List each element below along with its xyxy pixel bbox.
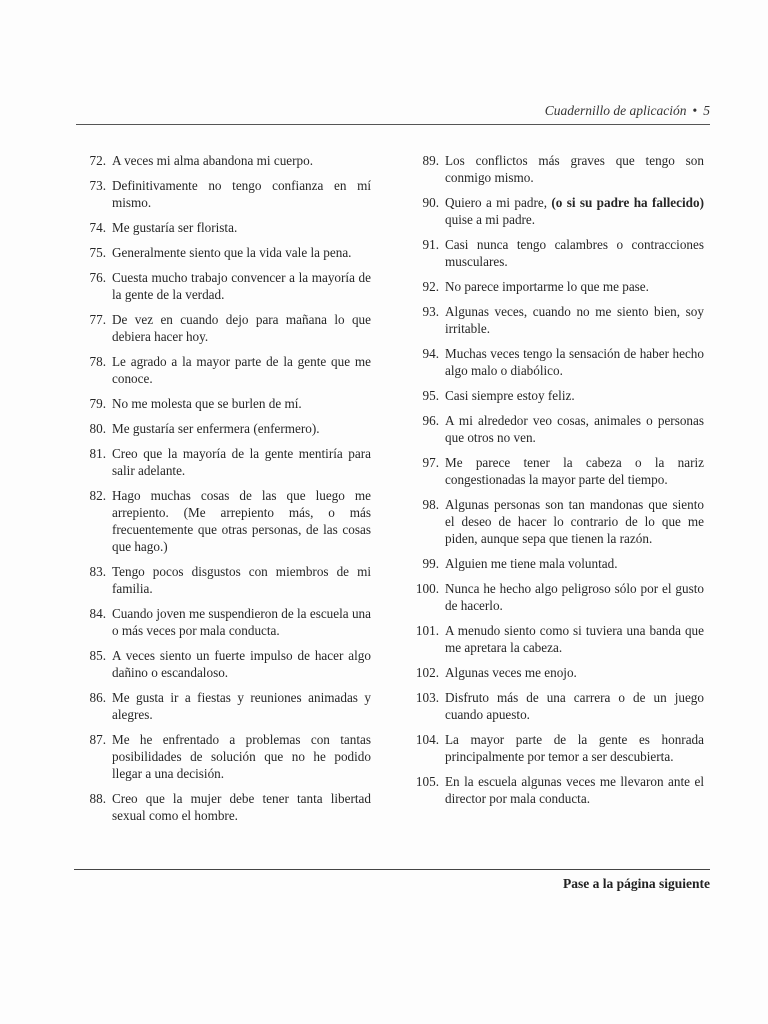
question-item (78, 563, 371, 597)
question-number: 96. (422, 413, 439, 428)
question-item (411, 454, 704, 488)
question-number: 85. (89, 648, 106, 663)
question-item (411, 345, 704, 379)
question-item (411, 689, 704, 723)
question-item (411, 773, 704, 807)
question-number: 86. (89, 690, 106, 705)
question-text: A veces mi alma abandona mi cuerpo. (112, 153, 314, 168)
question-item (78, 177, 371, 211)
question-number: 92. (422, 279, 439, 294)
question-item (411, 236, 704, 270)
question-number: 91. (422, 237, 439, 252)
question-number: 104. (415, 732, 439, 747)
question-item (78, 353, 371, 387)
question-text: La mayor parte de la gente es honrada principalmente por temor a ser descubierta. (445, 732, 704, 764)
page-number: 5 (703, 103, 710, 118)
question-number: 82. (89, 488, 106, 503)
question-item (411, 152, 704, 186)
question-text: Nunca he hecho algo peligroso sólo por el gusto de hacerlo. (445, 581, 704, 613)
question-text: De vez en cuando dejo para mañana lo que debiera hacer hoy. (112, 312, 371, 344)
question-number: 74. (89, 220, 106, 235)
question-number: 84. (89, 606, 106, 621)
question-item (78, 244, 371, 261)
question-number: 81. (89, 446, 106, 461)
question-text: Algunas personas son tan mandonas que siento el deseo de hacer lo contrario de lo que me piden, aunque sepa que tienen la razón. (445, 497, 704, 546)
question-item (78, 689, 371, 723)
question-text: Hago muchas cosas de las que luego me arrepiento. (Me arrepiento más, o más frecuentemente que otras personas, de las cosas que hago.) (112, 488, 371, 554)
question-text: Definitivamente no tengo confianza en mí mismo. (112, 178, 371, 210)
footer-divider (74, 869, 710, 870)
question-number: 93. (422, 304, 439, 319)
question-number: 75. (89, 245, 106, 260)
question-item (411, 731, 704, 765)
question-number: 79. (89, 396, 106, 411)
question-number: 102. (415, 665, 439, 680)
question-number: 100. (415, 581, 439, 596)
question-item (411, 555, 704, 572)
question-text: Le agrado a la mayor parte de la gente que me conoce. (112, 354, 371, 386)
question-number: 101. (415, 623, 439, 638)
question-text: Me he enfrentado a problemas con tantas posibilidades de solución que no he podido llegar a una decisión. (112, 732, 371, 781)
question-text: Cuesta mucho trabajo convencer a la mayoría de la gente de la verdad. (112, 270, 371, 302)
question-number: 77. (89, 312, 106, 327)
question-number: 94. (422, 346, 439, 361)
question-number: 89. (422, 153, 439, 168)
question-item (411, 278, 704, 295)
question-item (78, 605, 371, 639)
question-text: Muchas veces tengo la sensación de haber hecho algo malo o diabólico. (445, 346, 704, 378)
left-column (78, 152, 371, 832)
question-item (411, 622, 704, 656)
question-item (78, 219, 371, 236)
question-number: 76. (89, 270, 106, 285)
question-number: 83. (89, 564, 106, 579)
question-item (78, 395, 371, 412)
question-text (445, 194, 704, 228)
question-text: Algunas veces me enojo. (445, 665, 577, 680)
question-text: Me parece tener la cabeza o la nariz congestionadas la mayor parte del tiempo. (445, 455, 704, 487)
question-number: 103. (415, 690, 439, 705)
question-text: En la escuela algunas veces me llevaron ante el director por mala conducta. (445, 774, 704, 806)
section-title: Cuadernillo de aplicación (544, 103, 687, 118)
question-item (78, 269, 371, 303)
question-text: No parece importarme lo que me pase. (445, 279, 649, 294)
question-item (411, 194, 704, 228)
question-text: Cuando joven me suspendieron de la escuela una o más veces por mala conducta. (112, 606, 371, 638)
question-item (78, 311, 371, 345)
question-item (78, 487, 371, 555)
question-item (411, 580, 704, 614)
question-number: 98. (422, 497, 439, 512)
question-item (411, 496, 704, 547)
question-number: 95. (422, 388, 439, 403)
question-text: Me gusta ir a fiestas y reuniones animadas y alegres. (112, 690, 371, 722)
question-text-part: Quiero a mi padre, (445, 195, 552, 210)
question-text: Alguien me tiene mala voluntad. (445, 556, 618, 571)
question-text: Los conflictos más graves que tengo son conmigo mismo. (445, 153, 704, 185)
question-text: Algunas veces, cuando no me siento bien, soy irritable. (445, 304, 704, 336)
page-header (76, 103, 710, 125)
bullet-separator: • (692, 103, 698, 118)
question-number: 97. (422, 455, 439, 470)
question-text: No me molesta que se burlen de mí. (112, 396, 302, 411)
question-item (78, 647, 371, 681)
question-number: 87. (89, 732, 106, 747)
question-text: A menudo siento como si tuviera una banda que me apretara la cabeza. (445, 623, 704, 655)
question-item (411, 664, 704, 681)
question-item (411, 387, 704, 404)
question-item (78, 445, 371, 479)
question-text: A mi alrededor veo cosas, animales o personas que otros no ven. (445, 413, 704, 445)
question-text: Tengo pocos disgustos con miembros de mi familia. (112, 564, 371, 596)
question-item (78, 731, 371, 782)
question-text: Creo que la mujer debe tener tanta libertad sexual como el hombre. (112, 791, 371, 823)
next-page-instruction: Pase a la página siguiente (562, 876, 710, 891)
question-text-bold: (o si su padre ha fallecido) (551, 195, 704, 210)
question-item (411, 303, 704, 337)
question-item (78, 152, 371, 169)
question-number: 72. (89, 153, 106, 168)
question-text: Casi nunca tengo calambres o contracciones musculares. (445, 237, 704, 269)
question-item (411, 412, 704, 446)
question-number: 73. (89, 178, 106, 193)
question-item (78, 790, 371, 824)
question-text: Creo que la mayoría de la gente mentiría para salir adelante. (112, 446, 371, 478)
question-number: 90. (422, 195, 439, 210)
question-text: Disfruto más de una carrera o de un juego cuando apuesto. (445, 690, 704, 722)
question-number: 78. (89, 354, 106, 369)
question-text: Me gustaría ser florista. (112, 220, 238, 235)
question-text: Generalmente siento que la vida vale la pena. (112, 245, 352, 260)
right-column (411, 152, 704, 815)
question-text-part: quise a mi padre. (445, 212, 536, 227)
question-number: 99. (422, 556, 439, 571)
question-item (78, 420, 371, 437)
question-number: 105. (415, 774, 439, 789)
question-text: Casi siempre estoy feliz. (445, 388, 575, 403)
question-number: 80. (89, 421, 106, 436)
question-number: 88. (89, 791, 106, 806)
question-text: Me gustaría ser enfermera (enfermero). (112, 421, 320, 436)
question-text: A veces siento un fuerte impulso de hacer algo dañino o escandaloso. (112, 648, 371, 680)
